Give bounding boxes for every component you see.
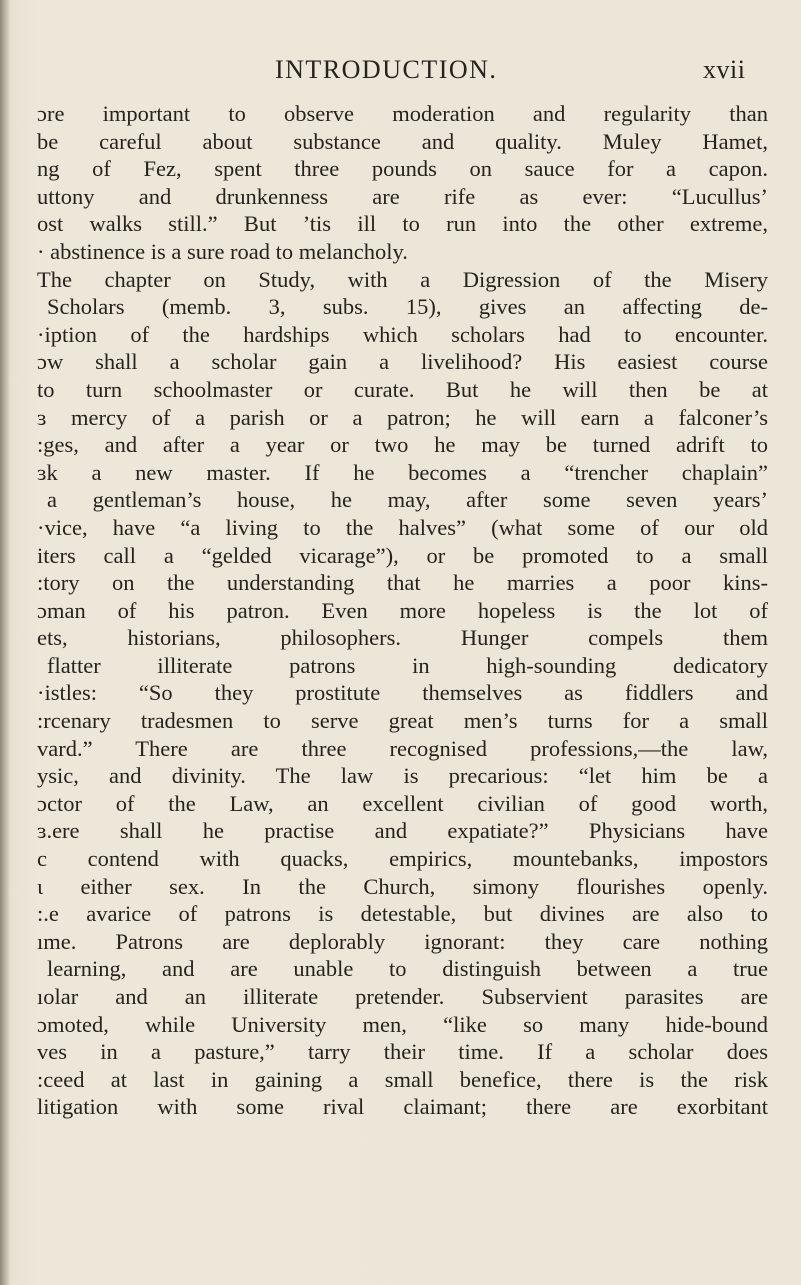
text-line: ıolar and an illiterate pretender. Subservient parasites are: [37, 984, 768, 1009]
text-line: to turn schoolmaster or curate. But he will then be at: [37, 376, 768, 402]
text-line: ɔre important to observe moderation and regularity than: [37, 101, 768, 126]
text-line: ɔman of his patron. Even more hopeless is the lot of: [37, 597, 768, 623]
text-line: ɔw shall a scholar gain a livelihood? His easiest course: [37, 349, 768, 375]
text-line: ·iption of the hardships which scholars had to encounter.: [37, 321, 768, 347]
text-line: ɔmoted, while University men, “like so many hide-bound: [37, 1011, 768, 1037]
body-text: [0, 100, 801, 1121]
text-line: :tory on the understanding that he marries a poor kins-: [37, 570, 768, 596]
text-line: ets, historians, philosophers. Hunger compels them: [37, 625, 768, 651]
text-line: The chapter on Study, with a Digression of the Misery: [37, 266, 768, 292]
text-line: :.e avarice of patrons is detestable, but divines are also to: [37, 901, 768, 927]
text-line: ɩ either sex. In the Church, simony flourishes openly.: [37, 873, 768, 899]
text-line: c contend with quacks, empirics, mountebanks, impostors: [37, 846, 768, 872]
text-line: ost walks still.” But ’tis ill to run into the other extreme,: [37, 211, 768, 237]
running-head: INTRODUCTION.: [275, 55, 498, 84]
text-line: iters call a “gelded vicarage”), or be promoted to a small: [37, 542, 768, 568]
text-line: learning, and are unable to distinguish between a true: [47, 956, 768, 982]
text-line: :ceed at last in gaining a small benefice, there is the risk: [37, 1066, 768, 1092]
text-line: · abstinence is a sure road to melancholy.: [37, 238, 408, 264]
text-line: ɔctor of the Law, an excellent civilian of good worth,: [37, 790, 768, 816]
text-line: be careful about substance and quality. Muley Hamet,: [37, 128, 768, 154]
text-line: ysic, and divinity. The law is precarious: “let him be a: [37, 763, 768, 789]
text-line: ·istles: “So they prostitute themselves as fiddlers and: [37, 680, 768, 706]
text-line: litigation with some rival claimant; there are exorbitant: [37, 1094, 768, 1120]
text-line: uttony and drunkenness are rife as ever: “Lucullus’: [37, 183, 768, 209]
text-line: Scholars (memb. 3, subs. 15), gives an affecting de-: [47, 294, 768, 320]
text-line: a gentleman’s house, he may, after some seven years’: [47, 487, 768, 513]
text-line: ɜ mercy of a parish or a patron; he will earn a falconer’s: [37, 404, 768, 430]
text-line: flatter illiterate patrons in high-sounding dedicatory: [47, 652, 768, 678]
text-line: :ges, and after a year or two he may be turned adrift to: [37, 432, 768, 458]
text-line: :rcenary tradesmen to serve great men’s turns for a small: [37, 708, 768, 734]
text-line: ng of Fez, spent three pounds on sauce for a capon.: [37, 156, 768, 182]
text-line: ɜk a new master. If he becomes a “trencher chaplain”: [37, 459, 768, 485]
text-line: ves in a pasture,” tarry their time. If a scholar does: [37, 1039, 768, 1065]
text-line: ·vice, have “a living to the halves” (what some of our old: [37, 514, 768, 540]
page-number: xvii: [703, 55, 746, 84]
text-line: ıme. Patrons are deplorably ignorant: they care nothing: [37, 928, 768, 954]
text-line: ɜ.ere shall he practise and expatiate?” Physicians have: [37, 818, 768, 844]
text-line: vard.” There are three recognised professions,—the law,: [37, 735, 768, 761]
page-header: [0, 50, 801, 90]
